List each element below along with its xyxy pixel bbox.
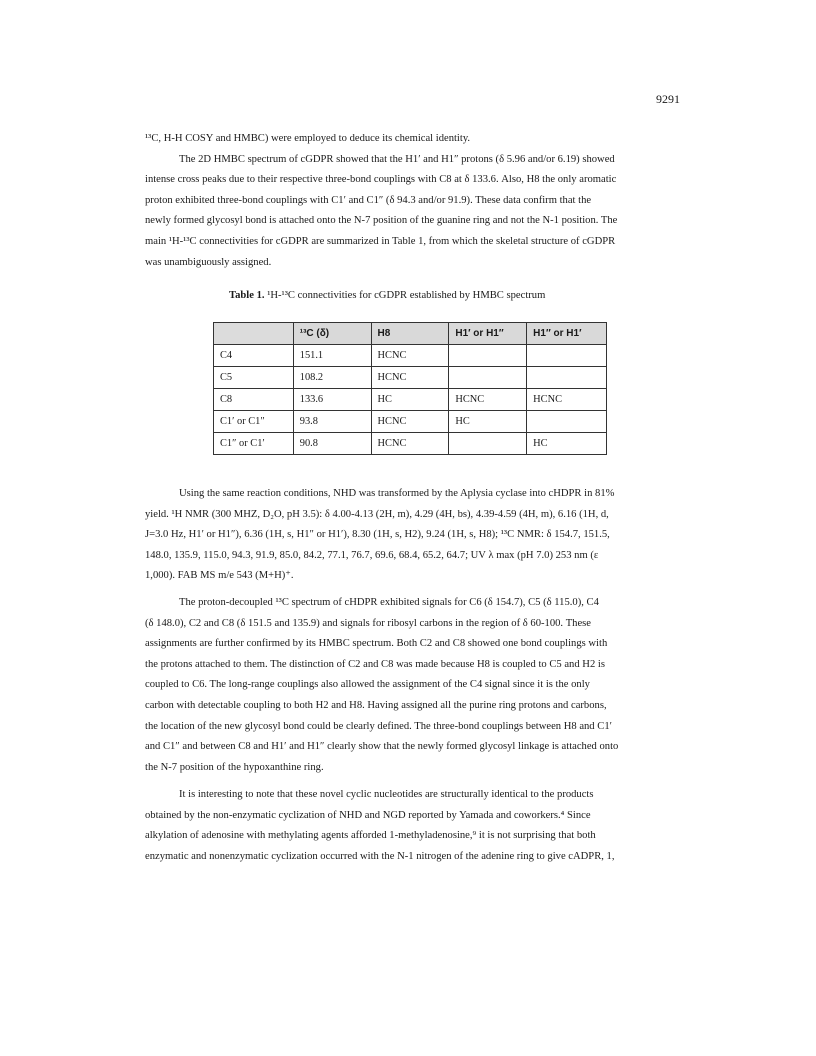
table-cell: HCNC [527,389,607,411]
table-cell [449,433,527,455]
table-cell: HC [371,389,449,411]
table-cell: C4 [214,345,294,367]
table-cell: 90.8 [293,433,371,455]
table-row [214,411,607,433]
text-line: (δ 148.0), C2 and C8 (δ 151.5 and 135.9) and signals for ribosyl carbons in the region of δ 60-100. These [145,617,592,629]
table-cell: C5 [214,367,294,389]
table-header-cell: H1″ or H1′ [527,323,607,345]
table-cell: 151.1 [293,345,371,367]
table-row [214,389,607,411]
text-line: the location of the new glycosyl bond could be clearly defined. The three-bond couplings between H8 and C1′ [145,720,612,732]
text-line: The 2D HMBC spectrum of cGDPR showed that the H1′ and H1″ protons (δ 5.96 and/or 6.19) showed [179,153,615,165]
text-line: the protons attached to them. The distinction of C2 and C8 was made because H8 is coupled to C5 and H2 is [145,658,605,670]
table-header-cell: H1′ or H1″ [449,323,527,345]
text-line: and C1″ and between C8 and H1′ and H1″ clearly show that the newly formed glycosyl linkage is attached onto [145,741,619,753]
text-line: carbon with detectable coupling to both H2 and H8. Having assigned all the purine ring protons and carbons, [145,699,607,711]
table-cell: HCNC [371,433,449,455]
table-cell [449,345,527,367]
text-line: coupled to C6. The long-range couplings also allowed the assignment of the C4 signal since it is the only [145,679,590,691]
table-header-cell: H8 [371,323,449,345]
text-line: J=3.0 Hz, H1′ or H1″), 6.36 (1H, s, H1″ or H1′), 8.30 (1H, s, H2), 9.24 (1H, s, H8); ¹³C NMR: δ 154.7, 151.5, [145,529,610,541]
hmbc-table [213,322,607,455]
table-cell: HC [527,433,607,455]
table-cell: C1′ or C1″ [214,411,294,433]
table-caption [229,290,545,301]
text-line: alkylation of adenosine with methylating agents afforded 1-methyladenosine,⁹ it is not surprising that both [145,830,596,842]
table-cell: 93.8 [293,411,371,433]
table-cell: HCNC [371,367,449,389]
text-line: intense cross peaks due to their respective three-bond couplings with C8 at δ 133.6. Also, H8 the only aromatic [145,174,617,186]
text-line: newly formed glycosyl bond is attached onto the N-7 position of the guanine ring and not the N-1 position. The [145,215,618,227]
text-line: the N-7 position of the hypoxanthine ring. [145,761,324,773]
table-cell: 108.2 [293,367,371,389]
table-cell: C1″ or C1′ [214,433,294,455]
table-cell: HC [449,411,527,433]
paragraph-4 [145,785,675,867]
table-cell [527,411,607,433]
table-header-cell [214,323,294,345]
text-line: proton exhibited three-bond couplings with C1′ and C1″ (δ 94.3 and/or 91.9). These data confirm that the [145,194,592,206]
table-caption-text: ¹H-¹³C connectivities for cGDPR established by HMBC spectrum [267,290,546,301]
paragraph-2 [145,484,675,587]
table-row [214,433,607,455]
table-row [214,345,607,367]
table-caption-label: Table 1. [229,290,265,301]
table-cell [527,345,607,367]
text-line: It is interesting to note that these novel cyclic nucleotides are structurally identical to the products [179,789,594,800]
text-line: obtained by the non-enzymatic cyclization of NHD and NGD reported by Yamada and coworkers.⁴ Since [145,809,591,821]
table-cell [449,367,527,389]
text-line: Using the same reaction conditions, NHD was transformed by the Aplysia cyclase into cHDPR in 81% [179,488,615,499]
table-row [214,367,607,389]
table-cell: 133.6 [293,389,371,411]
text-line: ¹³C, H-H COSY and HMBC) were employed to deduce its chemical identity. [145,133,471,144]
table-cell: C8 [214,389,294,411]
table-cell: HCNC [371,345,449,367]
table-header-cell: ¹³C (δ) [293,323,371,345]
text-line: yield. ¹H NMR (300 MHZ, D₂O, pH 3.5): δ 4.00-4.13 (2H, m), 4.29 (4H, bs), 4.39-4.59 (4H, m), 6.16 (1H, d, [145,508,609,520]
table-cell [527,367,607,389]
table-cell: HCNC [371,411,449,433]
text-line: main ¹H-¹³C connectivities for cGDPR are summarized in Table 1, from which the skeletal structure of cGDPR [145,235,616,247]
text-line: enzymatic and nonenzymatic cyclization occurred with the N-1 nitrogen of the adenine ring to give cADPR, 1, [145,850,615,862]
text-line: The proton-decoupled ¹³C spectrum of cHDPR exhibited signals for C6 (δ 154.7), C5 (δ 115.0), C4 [179,597,599,608]
paragraph-3 [145,593,675,778]
page-number: 9291 [656,92,680,106]
text-line: assignments are further confirmed by its HMBC spectrum. Both C2 and C8 showed one bond couplings with [145,638,608,650]
text-line: was unambiguously assigned. [145,256,272,268]
text-line: 1,000). FAB MS m/e 543 (M+H)⁺. [145,570,294,582]
paragraph-1 [145,129,675,273]
text-line: 148.0, 135.9, 115.0, 94.3, 91.9, 85.0, 84.2, 77.1, 76.7, 69.6, 68.4, 65.2, 64.7; UV λ max (pH 7.0) 253 nm (ε [145,549,599,561]
table-cell: HCNC [449,389,527,411]
table-header-row [214,323,607,345]
